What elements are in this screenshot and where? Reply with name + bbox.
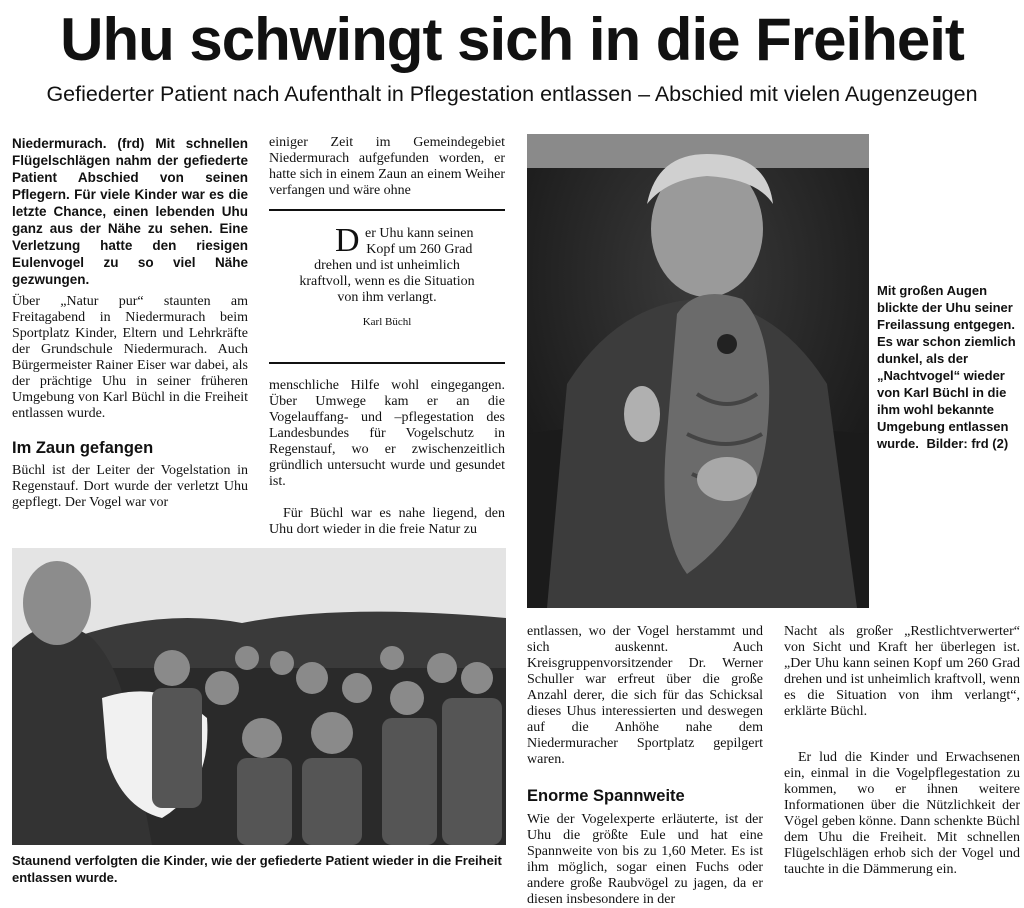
section-heading: Enorme Spannweite	[527, 787, 685, 805]
headline: Uhu schwingt sich in die Freiheit	[60, 6, 964, 73]
column-2-continued	[269, 378, 505, 538]
body-paragraph: Wie der Vogelexperte erläuterte, ist der Uhu die größte Eule und hat eine Spannweite von bis zu 1,60 Meter. Es ist ihm möglich, sogar einen Fuchs oder andere große Raubvögel zu jagen, da er diesen insbesondere in der	[527, 812, 763, 907]
photo-man-with-owl	[527, 134, 869, 608]
column-4	[784, 624, 1020, 878]
photo-caption-left: Staunend verfolgten die Kinder, wie der gefiederte Patient wieder in die Freiheit entlassen wurde.	[12, 853, 502, 885]
photo-caption-right: Mit großen Augen blickte der Uhu seiner Freilassung entgegen. Es war schon ziemlich dunkel, als der „Nachtvogel“ wieder von Karl Büchl in die ihm wohl bekannte Umgebung entlassen wurde. Bilder: frd (2)	[877, 283, 1016, 451]
column-2	[269, 135, 505, 199]
pull-quote-rule-bottom	[269, 362, 505, 364]
photo-credit: Bilder: frd (2)	[926, 436, 1009, 451]
photo-children-crowd	[12, 548, 506, 845]
body-paragraph: Nacht als großer „Restlichtverwerter“ von Sicht und Kraft her überlegen ist. „Der Uhu kann seinen Kopf um 260 Grad drehen und ist unheimlich kraftvoll, wenn es die Situation von ihm verlangt“, erklärte Büchl.	[784, 624, 1020, 719]
pull-quote	[269, 222, 505, 328]
body-paragraph: menschliche Hilfe wohl eingegangen. Über Umwege kam er an die Vogelauffang- und –pflegestation des Landesbundes für Vogelschutz in Regenstauf, wo er zwischenzeitlich gründlich untersucht wurde und gesundet ist.	[269, 378, 505, 489]
column-3	[527, 624, 763, 908]
lead-paragraph: Niedermurach. (frd) Mit schnellen Flügelschlägen nahm der gefiederte Patient Abschied von seinen Pflegern. Für viele Kinder war es die letzte Chance, einen lebenden Uhu ganz aus der Nähe zu sehen. Eine Verletzung hatte den riesigen Eulenvogel zu so viel Nähe gezwungen.	[12, 136, 248, 287]
body-paragraph: Büchl ist der Leiter der Vogelstation in Regenstauf. Dort wurde der verletzt Uhu gepflegt. Der Vogel war vor	[12, 463, 248, 510]
body-paragraph: Über „Natur pur“ staunten am Freitagabend in Niedermurach beim Sportplatz Kinder, Eltern und Lehrkräfte der Grundschule Niedermurach. Auch Bürgermeister Rainer Eiser war dabei, als der prächtige Uhu in seiner früheren Umgebung von Karl Büchl in die Freiheit entlassen wurde.	[12, 294, 248, 421]
section-heading: Im Zaun gefangen	[12, 439, 154, 457]
quote-text: er Uhu kann seinen Kopf um 260 Grad drehen und ist unheimlich kraftvoll, wenn es die Situation von ihm verlangt.	[299, 226, 475, 305]
body-paragraph: entlassen, wo der Vogel herstammt und sich auskennt. Auch Kreisgruppenvorsitzender Dr. Werner Schuller war erfreut über die große Anzahl derer, die sich für das Schicksal dieses Uhus interessierten und deswegen auf die Anhöhe nahe dem Niedermuracher Sportplatz gepilgert waren.	[527, 624, 763, 767]
drop-cap: D	[335, 222, 360, 259]
column-1	[12, 135, 248, 511]
body-paragraph: einiger Zeit im Gemeindegebiet Niedermurach aufgefunden worden, er hatte sich in einem Zaun an einem Weiher verfangen und wäre ohne	[269, 135, 505, 198]
body-paragraph: Für Büchl war es nahe liegend, den Uhu dort wieder in die freie Natur zu	[269, 506, 505, 537]
pull-quote-rule-top	[269, 209, 505, 211]
body-paragraph: Er lud die Kinder und Erwachsenen ein, einmal in die Vogelpflegestation zu kommen, wo er ihnen weitere Informationen über die Nützlichkeit der Vögel geben könne. Dann schenkte Büchl dem Uhu die Freiheit. Mit schnellen Flügelschlägen erhob sich der Vogel und tauchte in die Dämmerung ein.	[784, 750, 1020, 877]
quote-author: Karl Büchl	[362, 316, 412, 328]
subheadline: Gefiederter Patient nach Aufenthalt in Pflegestation entlassen – Abschied mit vielen Augenzeugen	[46, 82, 978, 106]
